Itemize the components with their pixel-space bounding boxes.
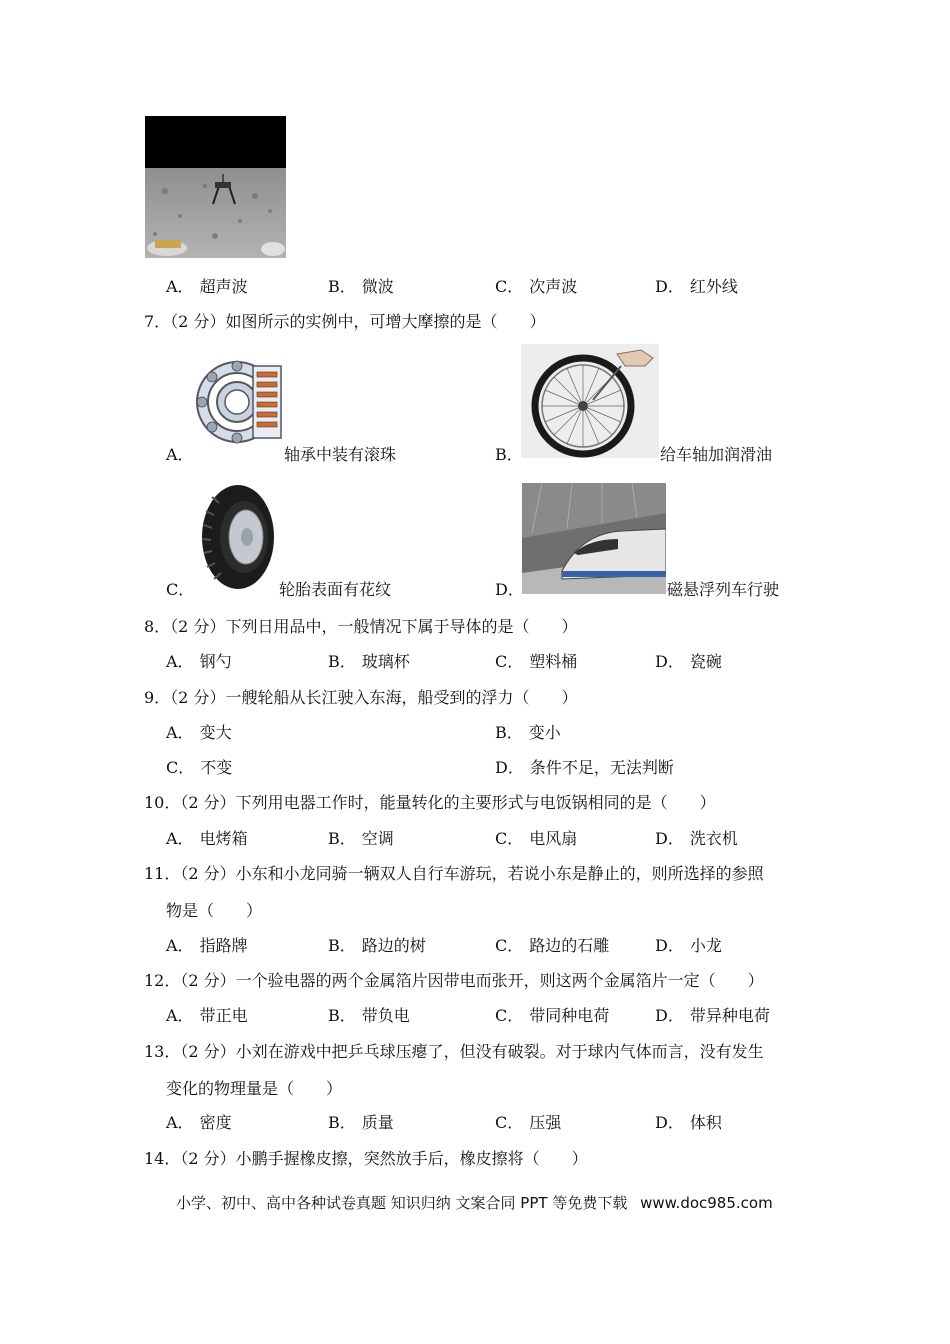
- q7-option-d-text: 磁悬浮列车行驶: [667, 580, 780, 599]
- q12-option-c: C． 带同种电荷: [495, 1006, 610, 1025]
- q14-stem: 14．（2 分）小鹏手握橡皮擦，突然放手后，橡皮擦将（ ）: [144, 1149, 588, 1168]
- q9-option-d: D． 条件不足，无法判断: [495, 758, 674, 777]
- q9-option-a: A． 变大: [166, 723, 232, 742]
- q10-option-d: D． 洗衣机: [655, 829, 738, 848]
- q6-option-b: B． 微波: [328, 277, 394, 296]
- q7-option-a-label: A．: [166, 445, 194, 464]
- q13-stem-line1: 13．（2 分）小刘在游戏中把乒乓球压瘪了，但没有破裂。对于球内气体而言，没有发生: [144, 1042, 764, 1061]
- q11-option-b: B． 路边的树: [328, 936, 426, 955]
- q11-stem-line1: 11．（2 分）小东和小龙同骑一辆双人自行车游玩，若说小东是静止的，则所选择的参照: [144, 864, 764, 883]
- q12-option-d: D． 带异种电荷: [655, 1006, 770, 1025]
- q11-option-d: D． 小龙: [655, 936, 722, 955]
- q11-option-c: C． 路边的石雕: [495, 936, 610, 955]
- q13-option-d: D． 体积: [655, 1113, 722, 1132]
- q6-option-a: A． 超声波: [166, 277, 248, 296]
- q7-option-d-label: D．: [495, 580, 524, 599]
- q12-option-b: B． 带负电: [328, 1006, 410, 1025]
- q11-option-a: A． 指路牌: [166, 936, 248, 955]
- bearing-image: [195, 346, 283, 458]
- q8-stem: 8．（2 分）下列日用品中，一般情况下属于导体的是（ ）: [144, 617, 578, 636]
- q7-option-b-label: B．: [495, 445, 523, 464]
- tire-image: [196, 481, 278, 593]
- q8-option-c: C． 塑料桶: [495, 652, 578, 671]
- q8-option-b: B． 玻璃杯: [328, 652, 410, 671]
- footer-text: 小学、初中、高中各种试卷真题 知识归纳 文案合同 PPT 等免费下载: [176, 1194, 628, 1212]
- q10-stem: 10．（2 分）下列用电器工作时，能量转化的主要形式与电饭锅相同的是（ ）: [144, 793, 716, 812]
- q9-option-b: B． 变小: [495, 723, 561, 742]
- q13-option-a: A． 密度: [166, 1113, 232, 1132]
- q11-stem-line2: 物是（ ）: [166, 901, 263, 920]
- q10-option-c: C． 电风扇: [495, 829, 578, 848]
- q6-option-c: C． 次声波: [495, 277, 578, 296]
- page-footer: [176, 1192, 773, 1213]
- q9-option-c: C． 不变: [166, 758, 233, 777]
- q7-option-b-text: 给车轴加润滑油: [660, 445, 773, 464]
- q8-option-d: D． 瓷碗: [655, 652, 722, 671]
- bicycle-wheel-image: [521, 344, 659, 458]
- q9-stem: 9．（2 分）一艘轮船从长江驶入东海，船受到的浮力（ ）: [144, 688, 578, 707]
- q7-option-c-text: 轮胎表面有花纹: [279, 580, 392, 599]
- q10-option-a: A． 电烤箱: [166, 829, 248, 848]
- q13-stem-line2: 变化的物理量是（ ）: [166, 1079, 343, 1098]
- footer-url[interactable]: www.doc985.com: [640, 1194, 773, 1212]
- maglev-train-image: [522, 483, 666, 594]
- q8-option-a: A． 钢勺: [166, 652, 232, 671]
- lunar-surface-image: [145, 116, 286, 258]
- q10-option-b: B． 空调: [328, 829, 394, 848]
- q7-option-c-label: C．: [166, 580, 195, 599]
- q12-option-a: A． 带正电: [166, 1006, 248, 1025]
- q7-option-a-text: 轴承中装有滚珠: [284, 445, 397, 464]
- q7-stem: 7．（2 分）如图所示的实例中，可增大摩擦的是（ ）: [144, 312, 546, 331]
- q13-option-b: B． 质量: [328, 1113, 394, 1132]
- q13-option-c: C． 压强: [495, 1113, 562, 1132]
- q12-stem: 12．（2 分）一个验电器的两个金属箔片因带电而张开，则这两个金属箔片一定（ ）: [144, 971, 764, 990]
- q6-option-d: D． 红外线: [655, 277, 738, 296]
